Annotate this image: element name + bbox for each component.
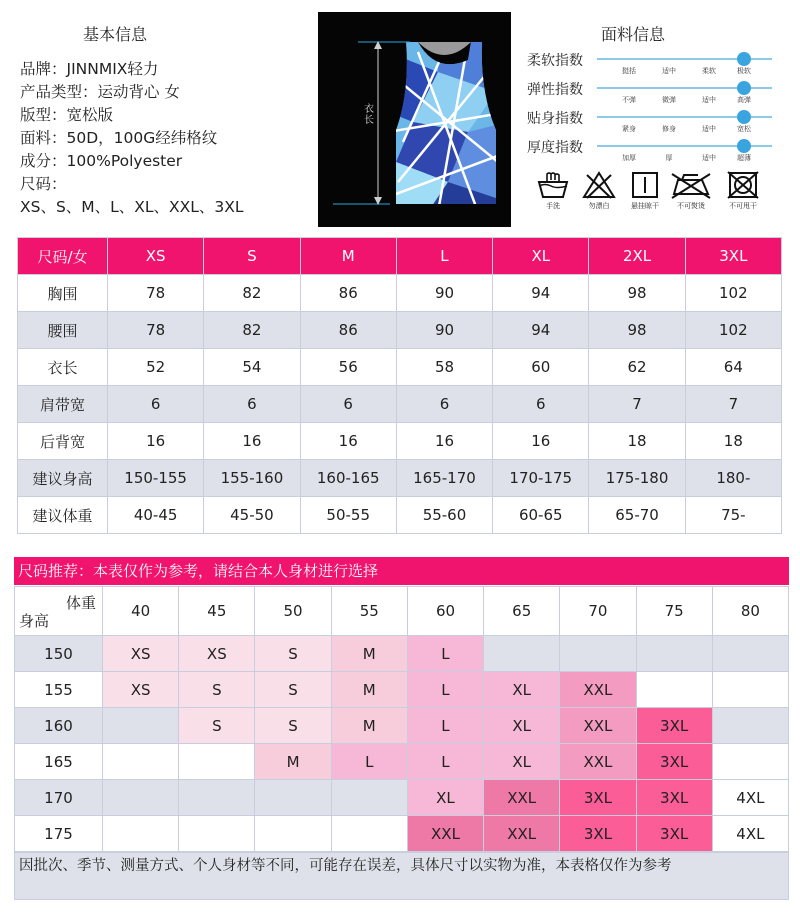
recommended-size-cell: XL	[484, 708, 560, 744]
header-cell: 尺码/女	[18, 238, 108, 275]
measurement-value: 7	[685, 386, 781, 423]
weight-header-cell: 75	[636, 587, 712, 636]
measurement-value: 18	[685, 423, 781, 460]
measurement-value: 155-160	[204, 460, 300, 497]
measurement-value: 82	[204, 275, 300, 312]
recommendation-row	[15, 672, 789, 708]
fit-label: 贴身指数	[527, 111, 583, 127]
weight-header-cell: 45	[179, 587, 255, 636]
recommended-size-cell	[255, 780, 331, 816]
weight-axis-label: 体重	[65, 594, 96, 612]
measurement-value: 7	[589, 386, 685, 423]
care-hand-wash	[530, 170, 576, 211]
measurement-value: 6	[300, 386, 396, 423]
measurement-value: 60-65	[493, 497, 589, 534]
measurement-value: 65-70	[589, 497, 685, 534]
recommended-size-cell	[179, 780, 255, 816]
thickness-option: 超薄	[737, 154, 751, 162]
measurement-value: 165-170	[396, 460, 492, 497]
elasticity-option: 不弹	[622, 96, 636, 104]
measurement-value: 58	[396, 349, 492, 386]
measurement-value: 56	[300, 349, 396, 386]
brand-line: 品牌：JINNMIX轻力	[20, 60, 159, 78]
recommended-size-cell: L	[331, 744, 407, 780]
recommended-size-cell: 3XL	[560, 780, 636, 816]
measurement-value: 62	[589, 349, 685, 386]
recommended-size-cell	[103, 708, 179, 744]
height-axis-label: 身高	[19, 612, 50, 630]
recommended-size-cell	[255, 816, 331, 852]
recommended-size-cell	[712, 708, 788, 744]
recommended-size-cell: XXL	[560, 708, 636, 744]
measurement-value: 55-60	[396, 497, 492, 534]
composition-line: 成分：100%Polyester	[20, 152, 183, 170]
height-cell: 155	[15, 672, 103, 708]
thickness-option: 厚	[665, 154, 673, 162]
recommended-size-cell: 3XL	[560, 816, 636, 852]
softness-option: 极软	[737, 67, 751, 75]
recommended-size-cell: L	[407, 708, 483, 744]
elasticity-option: 微弹	[662, 96, 676, 104]
recommended-size-cell: S	[255, 672, 331, 708]
recommended-size-cell	[103, 816, 179, 852]
recommended-size-cell: S	[179, 708, 255, 744]
recommended-size-cell: 3XL	[636, 708, 712, 744]
measurement-value: 16	[108, 423, 204, 460]
header-cell: L	[396, 238, 492, 275]
measurement-value: 102	[685, 275, 781, 312]
measurement-label: 建议体重	[18, 497, 108, 534]
recommended-size-cell: L	[407, 672, 483, 708]
recommended-size-cell	[712, 636, 788, 672]
disclaimer-note: 因批次、季节、测量方式、个人身材等不同，可能存在误差，具体尺寸以实物为准，本表格仅作为参考	[14, 852, 789, 900]
measurement-value: 86	[300, 275, 396, 312]
measurement-value: 52	[108, 349, 204, 386]
elasticity-marker	[737, 81, 751, 95]
elasticity-label: 弹性指数	[527, 82, 583, 98]
no-tumble-dry-icon	[725, 170, 761, 200]
size-label-line: 尺码：	[20, 175, 67, 193]
height-cell: 170	[15, 780, 103, 816]
fabric-line: 面料：50D，100G经纬格纹	[20, 129, 218, 147]
size-chart-row	[18, 497, 782, 534]
softness-index	[527, 52, 777, 82]
fit-line: 版型：宽松版	[20, 106, 114, 124]
height-cell: 160	[15, 708, 103, 744]
recommended-size-cell	[179, 816, 255, 852]
basic-info-title: 基本信息	[82, 25, 147, 44]
recommended-size-cell: XXL	[484, 816, 560, 852]
recommendation-row	[15, 816, 789, 852]
recommended-size-cell: XL	[484, 744, 560, 780]
height-cell: 175	[15, 816, 103, 852]
weight-height-corner	[15, 587, 103, 636]
care-no-tumble-dry	[720, 170, 766, 211]
size-chart-header	[18, 238, 782, 275]
thickness-option: 适中	[702, 154, 716, 162]
recommended-size-cell: S	[255, 708, 331, 744]
recommended-size-cell: 4XL	[712, 780, 788, 816]
recommended-size-cell: XL	[407, 780, 483, 816]
weight-header-cell: 60	[407, 587, 483, 636]
measurement-label: 衣长	[18, 349, 108, 386]
recommended-size-cell	[636, 636, 712, 672]
size-chart-row	[18, 460, 782, 497]
softness-option: 柔软	[702, 67, 716, 75]
measurement-value: 175-180	[589, 460, 685, 497]
recommended-size-cell	[103, 780, 179, 816]
recommendation-header-row	[15, 587, 789, 636]
measurement-value: 40-45	[108, 497, 204, 534]
recommended-size-cell: XXL	[484, 780, 560, 816]
measurement-label: 后背宽	[18, 423, 108, 460]
size-chart-body	[18, 275, 782, 534]
recommended-size-cell	[712, 744, 788, 780]
height-cell: 165	[15, 744, 103, 780]
product-photo	[318, 12, 511, 227]
recommended-size-cell	[636, 672, 712, 708]
recommended-size-cell	[560, 636, 636, 672]
care-hang-dry	[622, 170, 668, 211]
recommended-size-cell: M	[331, 636, 407, 672]
height-cell: 150	[15, 636, 103, 672]
measurement-value: 16	[300, 423, 396, 460]
measurement-value: 64	[685, 349, 781, 386]
measurement-value: 6	[108, 386, 204, 423]
care-instructions	[530, 170, 780, 218]
measurement-value: 160-165	[300, 460, 396, 497]
recommended-size-cell: 3XL	[636, 780, 712, 816]
recommended-size-cell: L	[407, 744, 483, 780]
care-no-iron	[668, 170, 714, 211]
measurement-value: 82	[204, 312, 300, 349]
thickness-marker	[737, 139, 751, 153]
measurement-value: 150-155	[108, 460, 204, 497]
care-no-bleach-label: 勿漂白	[588, 202, 610, 210]
recommended-size-cell	[331, 780, 407, 816]
measurement-value: 94	[493, 312, 589, 349]
recommended-size-cell: 3XL	[636, 816, 712, 852]
tank-top-illustration	[318, 12, 511, 227]
recommendation-title: 尺码推荐：本表仅作为参考，请结合本人身材进行选择	[14, 557, 789, 585]
recommended-size-cell: XS	[103, 636, 179, 672]
measurement-value: 98	[589, 312, 685, 349]
measurement-value: 6	[396, 386, 492, 423]
size-chart-row	[18, 312, 782, 349]
recommended-size-cell: 4XL	[712, 816, 788, 852]
recommended-size-cell: L	[407, 636, 483, 672]
measurement-value: 16	[493, 423, 589, 460]
measurement-value: 54	[204, 349, 300, 386]
recommendation-body	[15, 587, 789, 852]
recommended-size-cell: XS	[103, 672, 179, 708]
recommendation-row	[15, 744, 789, 780]
measurement-label: 腰围	[18, 312, 108, 349]
recommended-size-cell: S	[179, 672, 255, 708]
measurement-value: 6	[493, 386, 589, 423]
weight-header-cell: 80	[712, 587, 788, 636]
recommendation-row	[15, 636, 789, 672]
size-chart-row	[18, 275, 782, 312]
weight-header-cell: 55	[331, 587, 407, 636]
size-list-line: XS、S、M、L、XL、XXL、3XL	[20, 198, 244, 216]
header-cell: XL	[493, 238, 589, 275]
measurement-label: 肩带宽	[18, 386, 108, 423]
no-iron-icon	[668, 170, 714, 200]
fit-option: 紧身	[622, 125, 636, 133]
softness-option: 挺括	[622, 67, 636, 75]
measurement-value: 86	[300, 312, 396, 349]
recommended-size-cell: XXL	[560, 672, 636, 708]
measurement-value: 78	[108, 312, 204, 349]
measurement-value: 90	[396, 275, 492, 312]
recommended-size-cell	[103, 744, 179, 780]
measurement-label: 胸围	[18, 275, 108, 312]
measurement-value: 45-50	[204, 497, 300, 534]
size-chart-row	[18, 423, 782, 460]
thickness-index	[527, 139, 777, 169]
care-hang-dry-label: 悬挂晾干	[631, 202, 659, 210]
basic-info-list	[20, 58, 310, 219]
softness-label: 柔软指数	[527, 53, 583, 69]
measurement-value: 16	[204, 423, 300, 460]
recommended-size-cell	[331, 816, 407, 852]
header-cell: 3XL	[685, 238, 781, 275]
thickness-label: 厚度指数	[527, 140, 583, 156]
product-type-line: 产品类型：运动背心 女	[20, 83, 180, 101]
weight-header-cell: 65	[484, 587, 560, 636]
measurement-value: 180-	[685, 460, 781, 497]
thickness-option: 加厚	[622, 154, 636, 162]
recommended-size-cell	[484, 636, 560, 672]
care-no-tumble-dry-label: 不可甩干	[729, 202, 757, 210]
garment-length-label: 衣长	[364, 104, 374, 126]
recommended-size-cell: XXL	[407, 816, 483, 852]
measurement-value: 75-	[685, 497, 781, 534]
elasticity-option: 高弹	[737, 96, 751, 104]
hand-wash-icon	[535, 170, 571, 200]
measurement-value: 90	[396, 312, 492, 349]
elasticity-option: 适中	[702, 96, 716, 104]
weight-header-cell: 40	[103, 587, 179, 636]
measurement-value: 102	[685, 312, 781, 349]
recommended-size-cell: M	[255, 744, 331, 780]
recommended-size-cell: M	[331, 672, 407, 708]
no-bleach-icon	[581, 170, 617, 200]
recommended-size-cell: 3XL	[636, 744, 712, 780]
hang-dry-icon	[627, 170, 663, 200]
header-cell: 2XL	[589, 238, 685, 275]
recommendation-table	[14, 586, 789, 852]
header-cell: XS	[108, 238, 204, 275]
recommended-size-cell	[179, 744, 255, 780]
softness-marker	[737, 52, 751, 66]
fit-option: 适中	[702, 125, 716, 133]
fit-marker	[737, 110, 751, 124]
measurement-value: 78	[108, 275, 204, 312]
elasticity-index	[527, 81, 777, 111]
size-chart-table	[17, 237, 782, 534]
header-cell: S	[204, 238, 300, 275]
measurement-value: 60	[493, 349, 589, 386]
fit-index	[527, 110, 777, 140]
recommended-size-cell: XL	[484, 672, 560, 708]
header-cell: M	[300, 238, 396, 275]
recommended-size-cell: M	[331, 708, 407, 744]
fabric-info-title: 面料信息	[600, 25, 665, 44]
softness-option: 适中	[662, 67, 676, 75]
care-hand-wash-label: 手洗	[546, 202, 560, 210]
weight-header-cell: 50	[255, 587, 331, 636]
care-no-iron-label: 不可熨烫	[677, 202, 705, 210]
measurement-value: 50-55	[300, 497, 396, 534]
recommended-size-cell: XS	[179, 636, 255, 672]
measurement-value: 170-175	[493, 460, 589, 497]
fit-option: 宽松	[737, 125, 751, 133]
size-chart-row	[18, 349, 782, 386]
recommendation-row	[15, 780, 789, 816]
weight-header-cell: 70	[560, 587, 636, 636]
size-chart-row	[18, 386, 782, 423]
care-no-bleach	[576, 170, 622, 211]
recommended-size-cell: S	[255, 636, 331, 672]
recommended-size-cell: XXL	[560, 744, 636, 780]
measurement-value: 6	[204, 386, 300, 423]
recommended-size-cell	[712, 672, 788, 708]
fit-option: 修身	[662, 125, 676, 133]
measurement-value: 18	[589, 423, 685, 460]
measurement-value: 16	[396, 423, 492, 460]
measurement-value: 98	[589, 275, 685, 312]
measurement-value: 94	[493, 275, 589, 312]
recommendation-row	[15, 708, 789, 744]
measurement-label: 建议身高	[18, 460, 108, 497]
